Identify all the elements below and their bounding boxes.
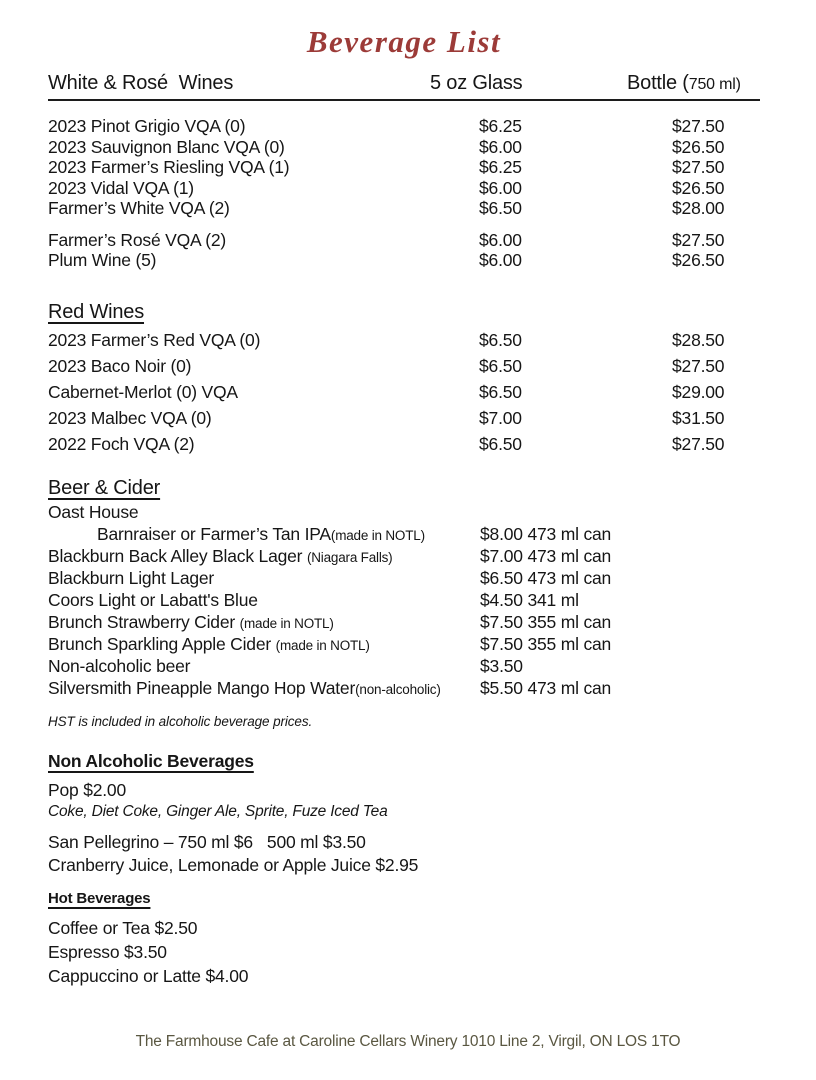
pop-options-line: Coke, Diet Coke, Ginger Ale, Sprite, Fuze Iced Tea — [48, 802, 388, 820]
bottle-price: $26.50 — [672, 177, 725, 198]
wine-name: Farmer’s White VQA (2) — [48, 198, 230, 218]
bottle-price: $27.50 — [672, 157, 725, 177]
beer-price: $7.00 473 ml can — [480, 545, 612, 566]
beer-price: $7.50 355 ml can — [480, 611, 612, 632]
beer-name — [48, 590, 480, 612]
table-row — [48, 198, 760, 219]
table-row — [48, 137, 760, 158]
wine-name: 2023 Pinot Grigio VQA (0) — [48, 116, 246, 136]
header-bottle-label: Bottle ( — [627, 72, 689, 94]
glass-price: $6.50 — [479, 381, 522, 402]
beer-cider-section — [48, 477, 760, 729]
menu-page — [0, 24, 816, 1080]
beer-name-text: Brunch Strawberry Cider — [48, 611, 240, 632]
red-wines-heading: Red Wines — [48, 300, 145, 323]
beer-price: $6.50 473 ml can — [480, 567, 612, 588]
bottle-price: $31.50 — [672, 407, 725, 428]
beer-name-text: Brunch Sparkling Apple Cider — [48, 633, 276, 654]
beer-name — [48, 612, 480, 634]
glass-price: $6.50 — [479, 433, 522, 454]
list-item — [48, 502, 760, 524]
table-row — [48, 250, 760, 271]
hst-note: HST is included in alcoholic beverage prices. — [48, 713, 313, 729]
header-glass-column: 5 oz Glass — [430, 72, 523, 94]
wine-name: 2023 Malbec VQA (0) — [48, 407, 212, 428]
bottle-price: $28.00 — [672, 198, 725, 218]
wine-name: Farmer’s Rosé VQA (2) — [48, 229, 226, 250]
footer-address: The Farmhouse Cafe at Caroline Cellars Winery 1010 Line 2, Virgil, ON LOS 1TO — [135, 1033, 681, 1050]
wine-name: Plum Wine (5) — [48, 250, 157, 270]
bottle-price: $27.50 — [672, 116, 725, 136]
table-row — [48, 116, 760, 137]
table-row — [48, 230, 760, 251]
glass-price: $7.00 — [479, 407, 522, 428]
bottle-price: $29.00 — [672, 381, 725, 402]
wine-table-header — [48, 72, 760, 101]
wine-name: 2022 Foch VQA (2) — [48, 433, 195, 454]
hot-beverages-section — [48, 890, 760, 988]
white-wine-list — [48, 116, 760, 219]
table-row — [48, 431, 760, 457]
bottle-price: $28.50 — [672, 329, 725, 350]
bottle-price: $26.50 — [672, 250, 725, 270]
beer-name-text: Coors Light or Labatt's Blue — [48, 589, 258, 610]
beer-price: $3.50 — [480, 655, 523, 676]
beer-name — [48, 634, 480, 656]
beer-name-text: Non-alcoholic beer — [48, 655, 191, 676]
glass-price: $6.00 — [479, 229, 522, 250]
beer-note: (non-alcoholic) — [355, 681, 441, 697]
non-alcoholic-section — [48, 751, 760, 877]
beer-name-text: Oast House — [48, 501, 139, 522]
table-row — [48, 157, 760, 178]
beer-name — [48, 656, 480, 678]
hot-beverages-list — [48, 916, 760, 988]
beer-name-text: Silversmith Pineapple Mango Hop Water — [48, 677, 356, 698]
list-item — [48, 656, 760, 678]
beer-name — [48, 524, 480, 546]
beer-name-text: Barnraiser or Farmer’s Tan IPA — [97, 523, 331, 544]
red-wine-list — [48, 327, 760, 457]
bottle-price: $27.50 — [672, 355, 725, 376]
glass-price: $6.50 — [479, 355, 522, 376]
beer-name — [48, 568, 480, 590]
non-alcoholic-heading: Non Alcoholic Beverages — [48, 750, 254, 771]
list-item: Cappuccino or Latte $4.00 — [48, 965, 249, 986]
wine-name: Cabernet-Merlot (0) VQA — [48, 381, 238, 402]
list-item — [48, 590, 760, 612]
header-bottle-column — [627, 72, 760, 95]
table-row — [48, 327, 760, 353]
red-wine-section — [48, 301, 760, 457]
glass-price: $6.50 — [479, 329, 522, 350]
list-item — [48, 568, 760, 590]
glass-price: $6.00 — [479, 136, 522, 157]
bottle-price: $27.50 — [672, 433, 725, 454]
bottle-price: $27.50 — [672, 229, 725, 250]
hot-beverages-heading: Hot Beverages — [48, 889, 151, 907]
pellegrino-line: San Pellegrino – 750 ml $6 500 ml $3.50 — [48, 831, 366, 852]
beer-price: $4.50 341 ml — [480, 589, 579, 610]
list-item — [48, 524, 760, 546]
beer-price — [480, 502, 760, 524]
pop-line: Pop $2.00 — [48, 779, 126, 800]
wine-name: 2023 Farmer’s Riesling VQA (1) — [48, 157, 290, 177]
rose-wine-list — [48, 230, 760, 271]
list-item: Espresso $3.50 — [48, 941, 167, 962]
beer-price: $5.50 473 ml can — [480, 677, 612, 698]
bottle-price: $26.50 — [672, 136, 725, 157]
beer-name — [48, 678, 480, 700]
beer-cider-heading: Beer & Cider — [48, 476, 161, 499]
beer-name — [48, 502, 480, 524]
juice-line: Cranberry Juice, Lemonade or Apple Juice $2.95 — [48, 854, 419, 875]
list-item — [48, 634, 760, 656]
beer-price: $7.50 355 ml can — [480, 633, 612, 654]
page-title: Beverage List — [306, 24, 502, 59]
beer-list — [48, 502, 760, 700]
beer-name — [48, 546, 480, 568]
list-item — [48, 546, 760, 568]
wine-name: 2023 Farmer’s Red VQA (0) — [48, 329, 261, 350]
beer-name-text: Blackburn Light Lager — [48, 567, 215, 588]
table-row — [48, 178, 760, 199]
wine-name: 2023 Vidal VQA (1) — [48, 177, 194, 198]
wine-name: 2023 Sauvignon Blanc VQA (0) — [48, 136, 285, 157]
beer-note: (made in NOTL) — [275, 637, 370, 653]
beer-note: (made in NOTL) — [239, 615, 334, 631]
glass-price: $6.50 — [479, 198, 522, 218]
table-row — [48, 353, 760, 379]
beer-name-text: Blackburn Back Alley Black Lager — [48, 545, 307, 566]
header-wine-category: White & Rosé Wines — [48, 72, 234, 94]
beer-note: (made in NOTL) — [330, 527, 425, 543]
beer-note: (Niagara Falls) — [306, 549, 393, 565]
glass-price: $6.25 — [479, 157, 522, 177]
table-row — [48, 405, 760, 431]
list-item: Coffee or Tea $2.50 — [48, 917, 198, 938]
glass-price: $6.25 — [479, 116, 522, 136]
table-row — [48, 379, 760, 405]
beer-price: $8.00 473 ml can — [480, 523, 612, 544]
glass-price: $6.00 — [479, 250, 522, 270]
glass-price: $6.00 — [479, 177, 522, 198]
list-item — [48, 612, 760, 634]
wine-name: 2023 Baco Noir (0) — [48, 355, 192, 376]
list-item — [48, 678, 760, 700]
header-bottle-size: 750 ml) — [688, 76, 741, 93]
